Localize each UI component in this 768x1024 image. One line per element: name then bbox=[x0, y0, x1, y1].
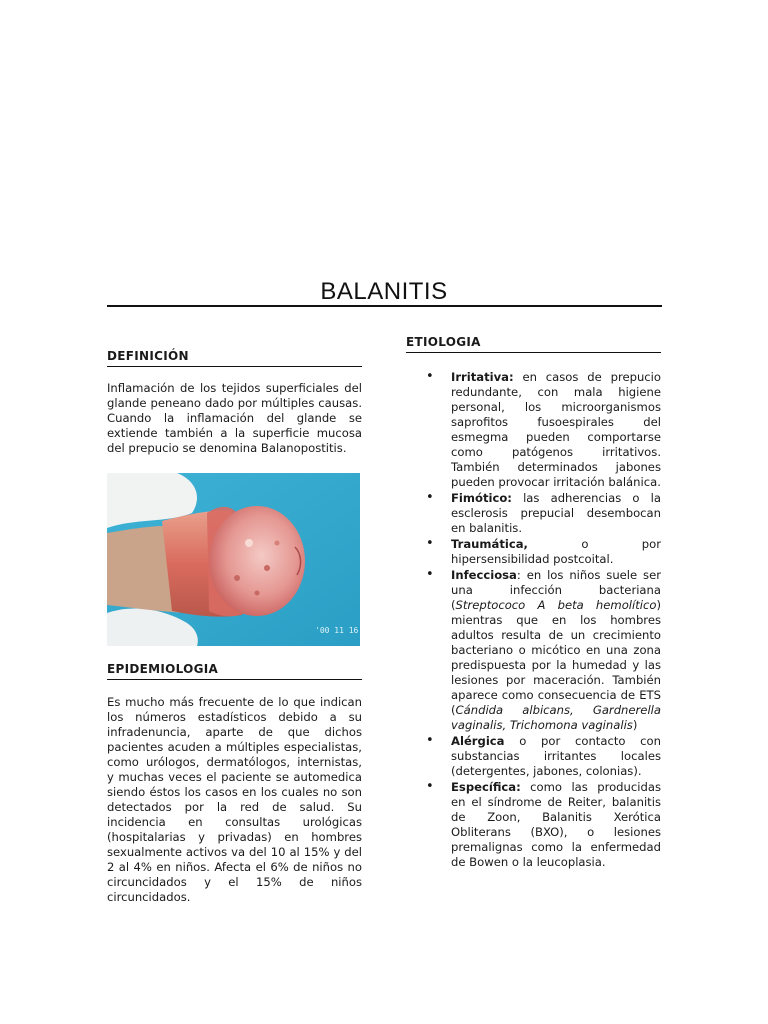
clinical-photo bbox=[107, 473, 360, 646]
list-item-text: ) mientras que en los hombres adultos resulta de un crecimiento bacteriano o micótico en una zona predispuesta por la humedad y las lesiones por maceración. También aparece como consecuencia de ETS ( bbox=[451, 598, 661, 717]
list-item bbox=[406, 491, 661, 536]
list-item-italic: Cándida albicans, Gardnerella vaginalis, Trichomona vaginalis bbox=[451, 703, 661, 732]
list-item-text: o por hipersensibilidad postcoital. bbox=[451, 537, 661, 566]
bullet-icon: • bbox=[426, 733, 434, 748]
list-item bbox=[406, 370, 661, 490]
bullet-icon: • bbox=[426, 567, 434, 582]
list-item-term: Alérgica bbox=[451, 734, 505, 748]
list-item bbox=[406, 780, 661, 870]
list-item-term: Infecciosa bbox=[451, 568, 517, 582]
photo-date-stamp: '00 11 16 bbox=[315, 626, 359, 635]
list-item-text: en casos de prepucio redundante, con mala higiene personal, los microorganismos saprofitos fusoespirales del esmegma pueden comportarse como patógenos irritativos. También determinados jabones pueden provocar irritación balánica. bbox=[451, 370, 661, 489]
etiologia-list bbox=[406, 370, 661, 870]
bullet-icon: • bbox=[426, 779, 434, 794]
title-divider bbox=[107, 305, 662, 307]
list-item bbox=[406, 734, 661, 779]
definicion-section bbox=[107, 349, 362, 367]
epidemiologia-heading: EPIDEMIOLOGIA bbox=[107, 662, 362, 680]
list-item-term: Traumática, bbox=[451, 537, 528, 551]
etiologia-heading: ETIOLOGIA bbox=[406, 335, 661, 353]
list-item-term: Irritativa: bbox=[451, 370, 514, 384]
list-item-term: Específica: bbox=[451, 780, 521, 794]
epidemiologia-text: Es mucho más frecuente de lo que indican los números estadísticos debido a su infradenuncia, aparte de que dichos pacientes acuden a múltiples especialistas, como urólogos, dermatólogos, internistas, y muchas veces el paciente se automedica siendo éstos los casos en los cuales no son detectados por la red de salud. Su incidencia en consultas urológicas (hospitalarias y privadas) en hombres sexualmente activos va del 10 al 15% y del 2 al 4% en niños. Afecta el 6% de niños no circuncidados y el 15% de niños circuncidados. bbox=[107, 695, 362, 904]
list-item bbox=[406, 568, 661, 733]
list-item-text: ) bbox=[632, 718, 638, 732]
definicion-text: Inflamación de los tejidos superficiales del glande peneano dado por múltiples causas. Cuando la inflamación del glande se extiende también a la superficie mucosa del prepucio se denomina Balanopostitis. bbox=[107, 381, 362, 455]
etiologia-section bbox=[406, 335, 661, 353]
bullet-icon: • bbox=[426, 536, 434, 551]
epidemiologia-body bbox=[107, 695, 362, 905]
epidemiologia-section bbox=[107, 662, 362, 680]
etiologia-body bbox=[406, 370, 661, 871]
bullet-icon: • bbox=[426, 369, 434, 384]
list-item-text: o por contacto con substancias irritantes locales (detergentes, jabones, colonias). bbox=[451, 734, 661, 778]
definicion-heading: DEFINICIÓN bbox=[107, 349, 362, 367]
page-title: BALANITIS bbox=[320, 278, 448, 305]
list-item bbox=[406, 537, 661, 567]
list-item-text: como las producidas en el síndrome de Reiter, balanitis de Zoon, Balanitis Xerótica Obliterans (BXO), o lesiones premalignas como la enfermedad de Bowen o la leucoplasia. bbox=[451, 780, 661, 869]
list-item-text: : en los niños suele ser una infección bacteriana ( bbox=[451, 568, 661, 612]
definicion-body bbox=[107, 381, 362, 456]
list-item-italic: Streptococo A beta hemolítico bbox=[455, 598, 657, 612]
bullet-icon: • bbox=[426, 490, 434, 505]
list-item-text: las adherencias o la esclerosis prepucial desembocan en balanitis. bbox=[451, 491, 661, 535]
list-item-term: Fimótico: bbox=[451, 491, 512, 505]
